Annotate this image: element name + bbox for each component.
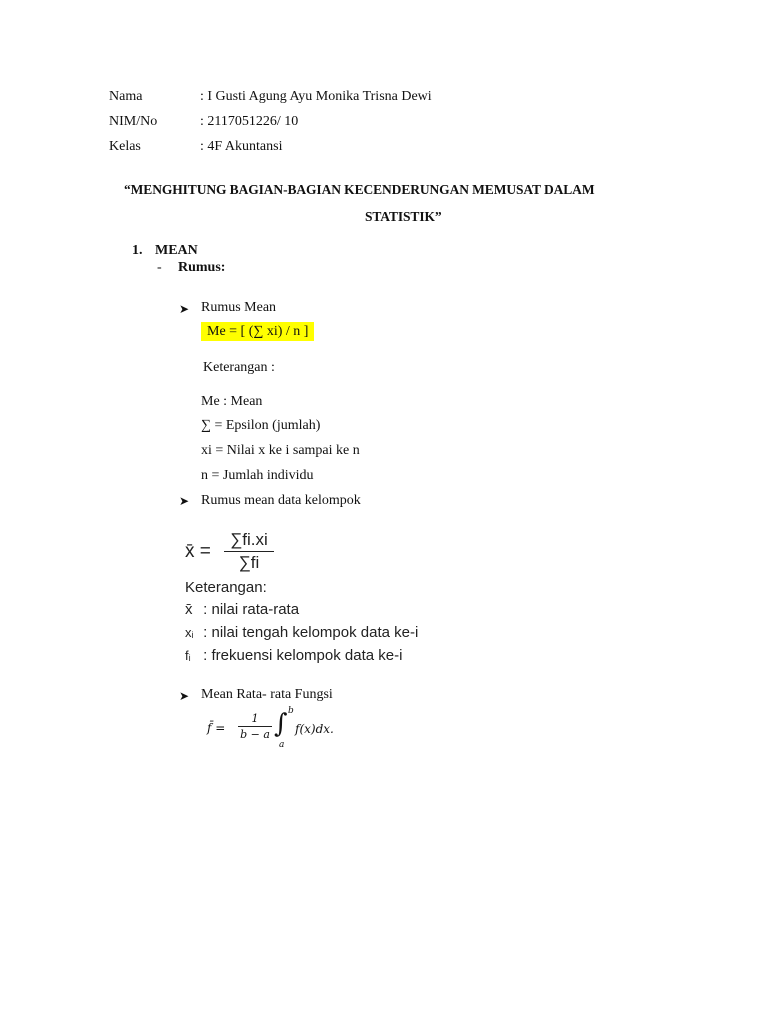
section-number: 1. (132, 243, 143, 258)
nim-value: : 2117051226/ 10 (200, 114, 299, 129)
name-label: Nama (109, 89, 143, 104)
row-symbol: fᵢ (185, 648, 191, 663)
mean-formula: Me = [ (∑ xi) / n ] (201, 322, 314, 341)
name-value: : I Gusti Agung Ayu Monika Trisna Dewi (200, 89, 432, 104)
row-desc: : nilai tengah kelompok data ke-i (199, 624, 419, 641)
grouped-mean-fraction (224, 530, 274, 573)
function-mean-fraction (238, 712, 272, 741)
grouped-mean-denominator: ∑fi (238, 553, 260, 573)
keterangan-item: ∑ = Epsilon (jumlah) (201, 418, 321, 433)
mean-formula-highlight (201, 324, 314, 340)
bullet-label-data-kelompok: Rumus mean data kelompok (201, 493, 361, 508)
image-row (185, 647, 402, 664)
sub-heading: Rumus: (178, 260, 226, 275)
row-desc: : nilai rata-rata (199, 601, 300, 618)
grouped-mean-numerator: ∑fi.xi (230, 530, 268, 549)
row-desc: : frekuensi kelompok data ke-i (199, 647, 403, 664)
integrand: f(x)dx. (295, 722, 334, 736)
keterangan-label: Keterangan : (203, 360, 275, 375)
class-label: Kelas (109, 139, 141, 154)
sub-dash: - (157, 260, 162, 275)
fraction-bar (238, 726, 272, 727)
bullet-label-rumus-mean: Rumus Mean (201, 300, 277, 315)
document-title-line1: “MENGHITUNG BAGIAN-BAGIAN KECENDERUNGAN MEMUSAT DALAM (124, 182, 595, 197)
document-title-line2: STATISTIK” (365, 209, 442, 224)
keterangan-item: Me : Mean (201, 394, 263, 409)
row-symbol: xᵢ (185, 625, 194, 640)
section-heading: MEAN (155, 243, 198, 258)
arrowhead-bullet-icon: ➤ (179, 302, 190, 316)
bullet-label-fungsi: Mean Rata- rata Fungsi (201, 687, 333, 702)
arrowhead-bullet-icon: ➤ (179, 494, 190, 508)
arrowhead-bullet-icon: ➤ (179, 689, 190, 703)
keterangan-item: n = Jumlah individu (201, 468, 314, 483)
row-symbol: x̄ (185, 601, 193, 618)
function-denominator: b − a (240, 728, 270, 741)
function-numerator: 1 (251, 712, 259, 725)
keterangan-item: xi = Nilai x ke i sampai ke n (201, 443, 360, 458)
class-value: : 4F Akuntansi (200, 139, 283, 154)
image-keterangan: Keterangan: (185, 579, 267, 596)
nim-label: NIM/No (109, 114, 158, 129)
integral-upper-limit: b (288, 706, 294, 716)
integral-lower-limit: a (279, 740, 285, 750)
function-mean-lhs: f̄ = (207, 721, 226, 735)
image-row (185, 601, 299, 618)
image-row (185, 624, 418, 641)
fraction-bar (224, 551, 274, 552)
integral-sign: ∫ (274, 709, 288, 739)
grouped-mean-lhs: x̄ = (185, 541, 211, 562)
